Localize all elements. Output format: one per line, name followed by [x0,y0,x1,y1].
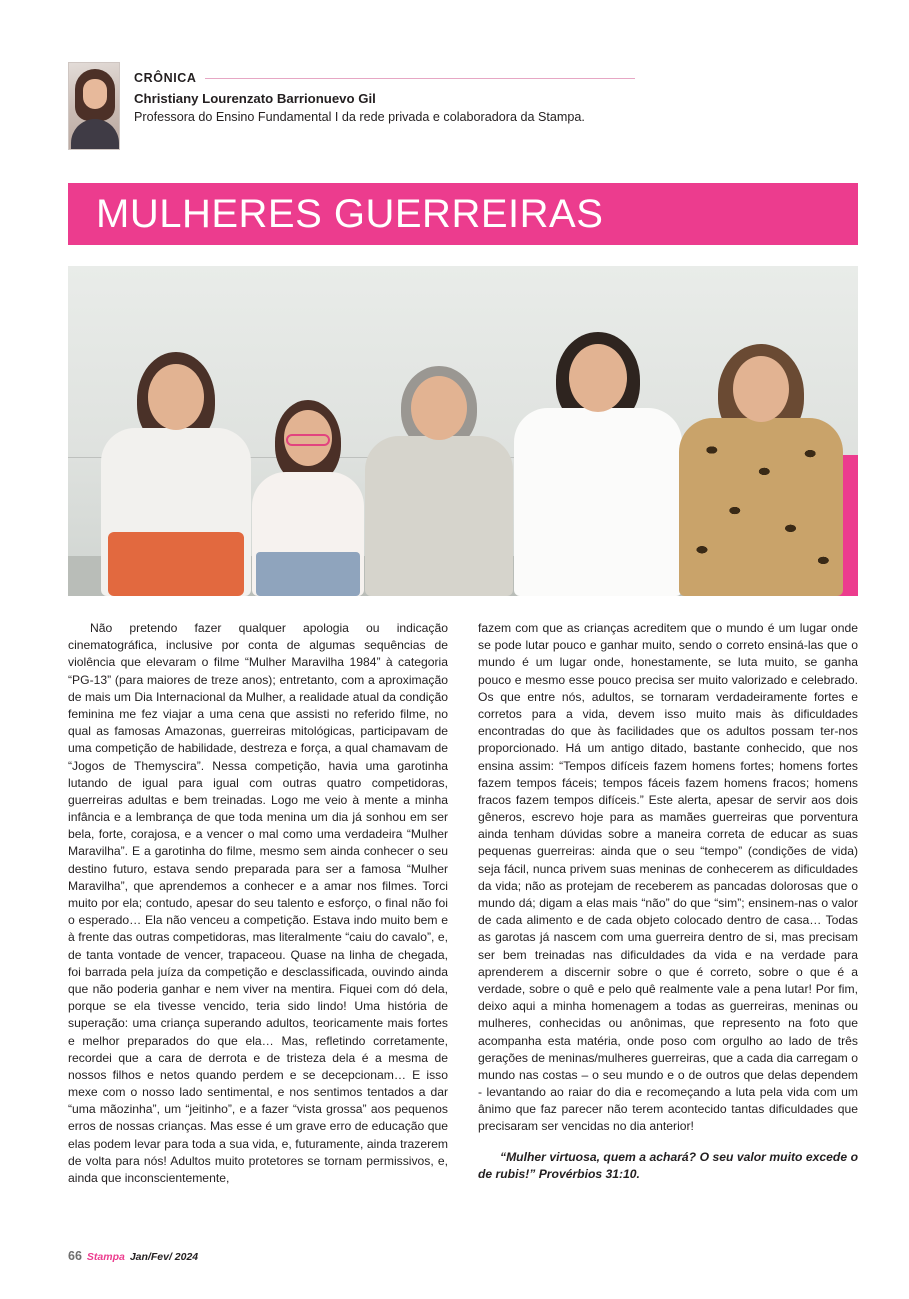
author-photo [68,62,120,150]
closing-quote: “Mulher virtuosa, quem a achará? O seu valor muito excede o de rubis!” Provérbios 31:10. [478,1149,858,1181]
page-footer [68,1249,198,1263]
section-kicker: CRÔNICA [134,71,197,85]
person-2-jeans [256,552,360,596]
page-title: MULHERES GUERREIRAS [96,192,604,236]
body-column-right [478,620,858,1187]
person-1-head [148,364,204,430]
photo-person-2 [244,396,372,596]
article-photo [68,266,858,596]
photo-person-5 [674,338,848,596]
author-photo-face [83,79,107,109]
photo-person-3 [360,360,518,596]
folio-page-number: 66 [68,1249,82,1263]
author-name: Christiany Lourenzato Barrionuevo Gil [134,91,376,106]
title-banner [68,183,858,245]
person-4-head [569,344,627,412]
body-column-left [68,620,448,1187]
photo-person-4 [510,328,686,596]
paragraph: Não pretendo fazer qualquer apologia ou indicação cinematográfica, inclusive por conta de algumas sequências de violência que elevaram o filme “Mulher Maravilha 1984” à categoria “PG-13” (para maiores de treze anos); entretanto, com a aproximação de mais um Dia Internacional da Mulher, a realidade atual da condição feminina me fez viajar a uma cena que assisti no referido filme, no qual as famosas Amazonas, guerreiras mitológicas, participavam de uma competição de habilidade, destreza e força, a qual chamavam de “Jogos de Themyscira”. Nessa competição, havia uma garotinha lutando de igual para igual com outras quatro competidoras, guerreiras adultas e bem treinadas. Logo me veio à mente a minha infância e a lembrança de que toda menina um dia já sonhou em ser bela, forte, corajosa, e a vencer o mal como uma verdadeira “Mulher Maravilha”. E a garotinha do filme, mesmo sem ainda conhecer o seu destino futuro, estava sendo preparada para ser a famosa “Mulher Maravilha”, que aprendemos a conhecer e a amar nos filmes. Torci muito por ela; contudo, apesar do seu talento e esforço, o final não foi o esperado… Ela não venceu a competição. Estava indo muito bem e à frente das outras competidoras, mas literalmente “caiu do cavalo”, e, de tanta vontade de vencer, trapaceou. Quase na linha de chegada, foi barrada pela juíza da competição e desclassificada, ouvindo ainda que não poderia ganhar e nem viver na mentira. Fiquei com dó dela, porque se ela tivesse vencido, teria sido lindo! Uma história de superação: uma criança superando adultos, teoricamente mais fortes e melhor preparados do que ela… Mas, refletindo corretamente, recordei que a cara de derrota e de tristeza dela é a mesma de nossos filhos e netos quando perdem e se decepcionam… E isso mexe com o nosso lado sentimental, e nos sentimos tentados a dar “uma mãozinha”, um “jeitinho”, e a fazer “vista grossa” aos pequenos erros de nossas crianças. Mas esse é um grave erro de educação que elas podem levar para toda a sua vida, e, futuramente, ainda trazerem de volta para nós! Adultos muito protetores se tornam permissivos, e, ainda que inconscientemente, [68,621,448,1185]
person-3-torso [365,436,513,596]
issue-date: Jan/Fev/ 2024 [129,1251,199,1263]
magazine-name: Stampa [86,1251,125,1263]
kicker-row [134,71,635,85]
person-4-torso [514,408,682,596]
article-body [68,620,858,1187]
kicker-rule [205,78,635,79]
paragraph: fazem com que as crianças acreditem que o mundo é um lugar onde se pode lutar pouco e ganhar muito, sendo o correto ensiná-las que o mundo é um lugar onde, honestamente, se luta muito, se ganha pouco e mesmo esse pouco precisa ser muito valorizado e celebrado. Os que entre nós, adultos, se tornaram verdadeiramente fortes e corretos para a vida, devem isso muito mais às dificuldades encontradas do que às facilidades que os adultos possam ter-nos proporcionado. Há um antigo ditado, bastante conhecido, que nos ensina assim: “Tempos difíceis fazem homens fortes; homens fortes fazem tempos fáceis; tempos fáceis fazem homens fracos; homens fracos fazem tempos difíceis.” Este alerta, apesar de servir aos dois gêneros, escrevo hoje para as mamães guerreiras que porventura ainda tenham dúvidas sobre a maneira correta de educar as suas pequenas guerreiras: ainda que o seu “tempo” (condições de vida) seja fácil, nunca privem suas meninas de conhecerem as dificuldades da vida; não as protejam de receberem as pancadas dolorosas que o mundo dá; digam a elas mais “não” do que “sim”; ensinem-nas o valor de cada alimento e de cada objeto colocado dentro de casa… Todas as garotas já nascem com uma guerreira dentro de si, mas precisam ser bem treinadas nas dificuldades da vida e na verdade para aprenderem a discernir sobre o que é correto, sobre o que é a verdade, sobre o quê e pelo quê realmente vale a pena lutar! Por fim, deixo aqui a minha homenagem a todas as guerreiras, meninas ou mulheres, conhecidas ou anônimas, que represento na foto que acompanha esta matéria, onde poso com orgulho ao lado de três gerações de meninas/mulheres guerreiras, que a cada dia carregam o mundo nas costas – o seu mundo e o de outros que delas dependem - levantando ao raiar do dia e recomeçando a luta pela vida com um ânimo que faz parecer não terem acontecido tantas dificuldades que precisaram ser vencidas no dia anterior! [478,621,858,1134]
person-1-skirt [108,532,244,596]
byline [68,62,858,154]
author-role: Professora do Ensino Fundamental I da rede privada e colaboradora da Stampa. [134,110,585,125]
person-5-torso [679,418,843,596]
person-5-head [733,356,789,422]
person-3-head [411,376,467,440]
person-2-glasses [286,434,330,446]
byline-text [134,62,635,126]
photo-person-1 [96,346,256,596]
